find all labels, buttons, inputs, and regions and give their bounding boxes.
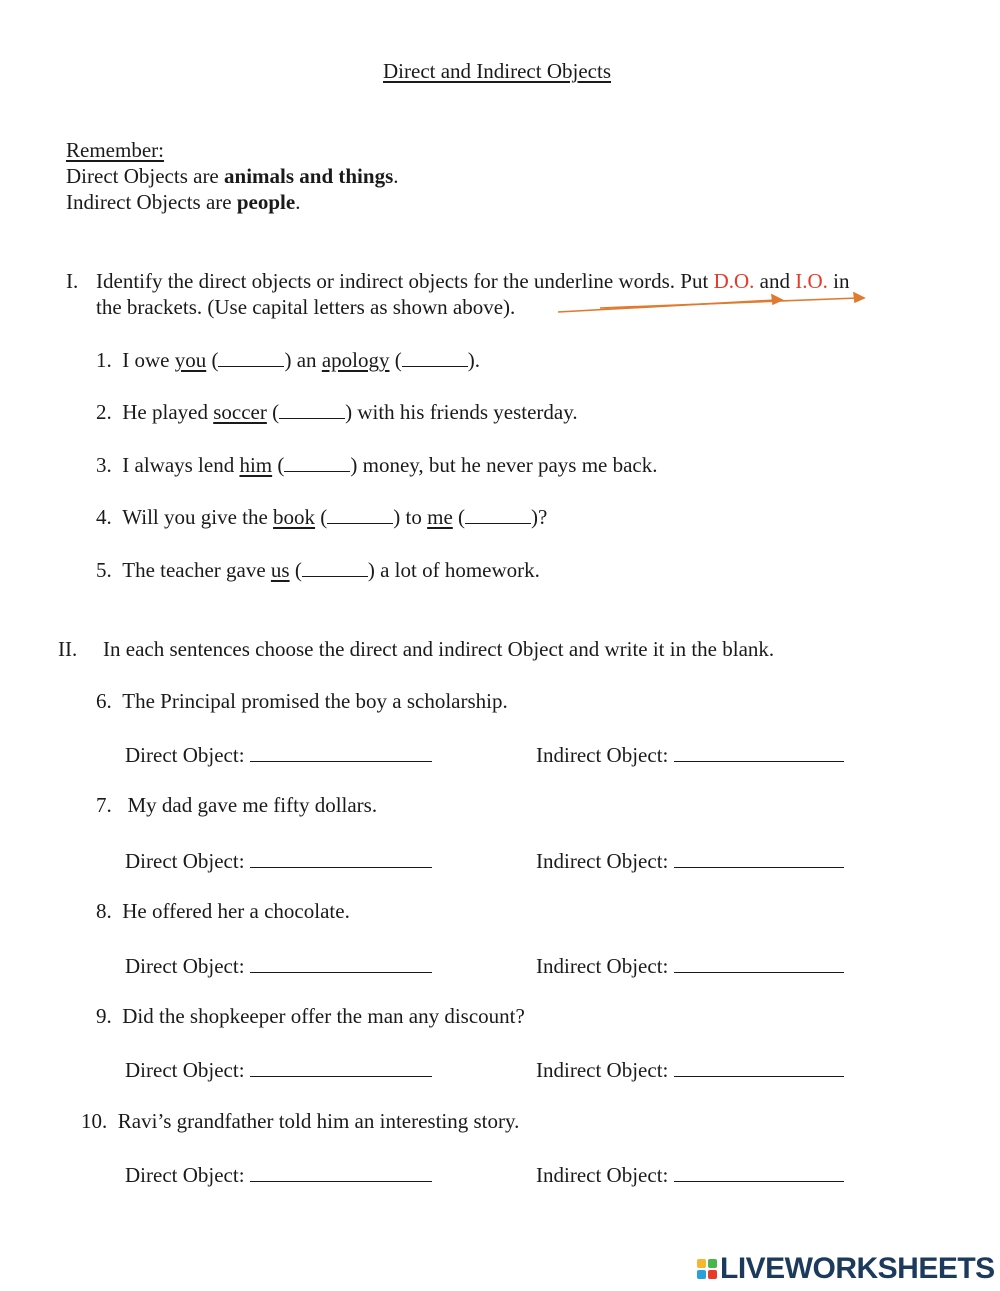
section-1-instruction-line1 <box>96 271 850 292</box>
direct-object-row-10 <box>125 1163 432 1186</box>
direct-object-blank[interactable] <box>250 849 432 868</box>
item-number: 10. <box>81 1109 108 1133</box>
arrow-to-do-line <box>558 300 776 312</box>
item-number: 7. <box>96 793 112 817</box>
answer-blank[interactable] <box>284 455 350 472</box>
item-text: ( <box>266 400 280 424</box>
indirect-object-label: Indirect Object: <box>536 849 669 873</box>
item-sentence: Ravi’s grandfather told him an interesting story. <box>117 1109 520 1133</box>
answer-blank[interactable] <box>302 560 368 577</box>
exercise-item-3 <box>96 455 658 476</box>
indirect-object-label: Indirect Object: <box>536 1058 669 1082</box>
direct-object-row-7 <box>125 849 432 872</box>
instruction-and: and <box>754 269 796 293</box>
item-text: ( <box>389 348 402 372</box>
item-text: ) with his friends yesterday. <box>345 400 578 424</box>
page-title: Direct and Indirect Objects <box>383 59 611 83</box>
item-text: ( <box>452 505 466 529</box>
arrow-to-do-head <box>772 295 782 304</box>
arrow-to-io-head <box>854 293 864 302</box>
item-number: 2. <box>96 400 112 424</box>
item-text: ) a lot of homework. <box>367 558 540 582</box>
exercise-item-9 <box>96 1006 525 1027</box>
item-number: 6. <box>96 689 112 713</box>
underlined-word: us <box>270 558 290 582</box>
item-number: 3. <box>96 453 112 477</box>
indirect-object-blank[interactable] <box>674 1058 844 1077</box>
remember-direct-bold: animals and things <box>224 164 394 188</box>
indirect-object-blank[interactable] <box>674 1163 844 1182</box>
item-sentence: My dad gave me fifty dollars. <box>122 793 378 817</box>
direct-object-blank[interactable] <box>250 1058 432 1077</box>
section-1-instruction-text: Identify the direct objects or indirect objects for the underline words. Put <box>96 269 714 293</box>
liveworksheets-logo <box>697 1253 995 1285</box>
remember-indirect-suffix: . <box>295 190 301 214</box>
indirect-object-label: Indirect Object: <box>536 954 669 978</box>
indirect-object-row-10 <box>536 1163 844 1186</box>
item-text: ) money, but he never pays me back. <box>350 453 658 477</box>
item-text: )? <box>531 505 548 529</box>
answer-blank[interactable] <box>465 507 531 524</box>
item-number: 4. <box>96 505 112 529</box>
direct-object-blank[interactable] <box>250 1163 432 1182</box>
answer-blank[interactable] <box>218 350 284 367</box>
item-text: He played <box>122 400 214 424</box>
exercise-item-10 <box>81 1111 519 1132</box>
remember-indirect-prefix: Indirect Objects are <box>66 190 237 214</box>
underlined-word: me <box>427 505 453 529</box>
io-label: I.O. <box>795 269 828 293</box>
item-text: ( <box>206 348 219 372</box>
section-1-numeral: I. <box>66 269 79 293</box>
direct-object-label: Direct Object: <box>125 1163 245 1187</box>
exercise-item-8 <box>96 901 350 922</box>
item-text: ). <box>467 348 480 372</box>
instruction-in: in <box>827 269 850 293</box>
direct-object-label: Direct Object: <box>125 743 245 767</box>
direct-object-row-6 <box>125 743 432 766</box>
remember-direct-suffix: . <box>393 164 399 188</box>
exercise-item-5 <box>96 560 540 581</box>
section-2-instruction: In each sentences choose the direct and indirect Object and write it in the blank. <box>103 637 775 661</box>
section-1-instruction-line2: the brackets. (Use capital letters as shown above). <box>96 295 516 319</box>
indirect-object-label: Indirect Object: <box>536 1163 669 1187</box>
underlined-word: book <box>273 505 316 529</box>
exercise-item-1 <box>96 350 480 371</box>
indirect-object-row-7 <box>536 849 844 872</box>
indirect-object-row-9 <box>536 1058 844 1081</box>
item-text: ( <box>315 505 328 529</box>
do-label: D.O. <box>713 269 755 293</box>
item-text: ) an <box>284 348 322 372</box>
remember-direct-prefix: Direct Objects are <box>66 164 225 188</box>
direct-object-label: Direct Object: <box>125 849 245 873</box>
underlined-word: him <box>239 453 273 477</box>
exercise-item-6 <box>96 691 508 712</box>
indirect-object-row-8 <box>536 954 844 977</box>
liveworksheets-logo-icon <box>697 1259 717 1279</box>
item-number: 1. <box>96 348 112 372</box>
direct-object-blank[interactable] <box>250 743 432 762</box>
direct-object-blank[interactable] <box>250 954 432 973</box>
item-text: ( <box>289 558 302 582</box>
remember-direct-line <box>66 166 399 187</box>
arrow-to-io-line <box>600 298 858 308</box>
indirect-object-blank[interactable] <box>674 743 844 762</box>
exercise-item-7 <box>96 795 377 816</box>
direct-object-label: Direct Object: <box>125 954 245 978</box>
answer-blank[interactable] <box>402 350 468 367</box>
item-sentence: Did the shopkeeper offer the man any discount? <box>122 1004 525 1028</box>
item-text: ) to <box>393 505 428 529</box>
indirect-object-blank[interactable] <box>674 849 844 868</box>
item-text: Will you give the <box>122 505 274 529</box>
section-2-numeral: II. <box>58 637 78 661</box>
underlined-word: you <box>174 348 207 372</box>
indirect-object-blank[interactable] <box>674 954 844 973</box>
item-text: I owe <box>122 348 175 372</box>
remember-indirect-line <box>66 192 300 213</box>
exercise-item-4 <box>96 507 547 528</box>
item-text: ( <box>272 453 285 477</box>
direct-object-row-8 <box>125 954 432 977</box>
indirect-object-row-6 <box>536 743 844 766</box>
item-number: 8. <box>96 899 112 923</box>
direct-object-row-9 <box>125 1058 432 1081</box>
indirect-object-label: Indirect Object: <box>536 743 669 767</box>
remember-indirect-bold: people <box>236 190 296 214</box>
item-text: The teacher gave <box>122 558 271 582</box>
underlined-word: soccer <box>213 400 267 424</box>
answer-blank[interactable] <box>279 402 345 419</box>
item-number: 9. <box>96 1004 112 1028</box>
item-text: I always lend <box>122 453 240 477</box>
answer-blank[interactable] <box>327 507 393 524</box>
item-sentence: He offered her a chocolate. <box>122 899 350 923</box>
underlined-word: apology <box>321 348 390 372</box>
item-sentence: The Principal promised the boy a scholarship. <box>122 689 508 713</box>
remember-heading: Remember: <box>66 138 164 162</box>
item-number: 5. <box>96 558 112 582</box>
direct-object-label: Direct Object: <box>125 1058 245 1082</box>
liveworksheets-logo-text: LIVEWORKSHEETS <box>720 1252 995 1285</box>
exercise-item-2 <box>96 402 578 423</box>
